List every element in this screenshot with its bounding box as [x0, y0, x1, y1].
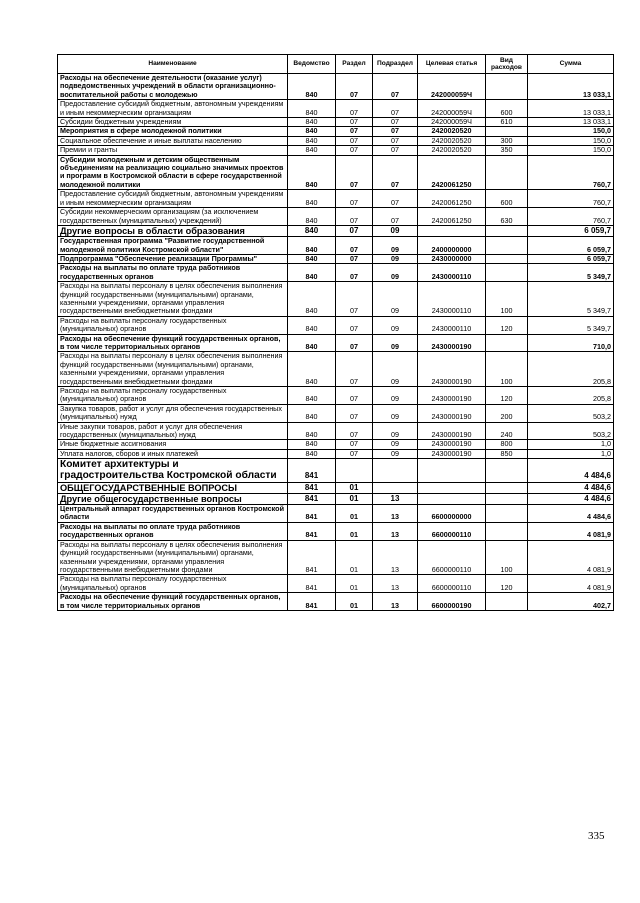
cell-department: 841	[288, 522, 336, 540]
header-name: Наименование	[58, 55, 288, 74]
cell-target: 2430000190	[418, 440, 486, 449]
cell-department: 841	[288, 505, 336, 523]
cell-target: 242000059Ч	[418, 74, 486, 100]
cell-amount: 1,0	[528, 440, 614, 449]
cell-subsection: 09	[373, 254, 418, 263]
cell-amount: 150,0	[528, 136, 614, 145]
cell-expense-type	[486, 459, 528, 482]
cell-department: 840	[288, 225, 336, 236]
cell-amount: 150,0	[528, 127, 614, 136]
cell-section: 07	[336, 316, 373, 334]
cell-subsection: 07	[373, 155, 418, 190]
cell-name: Мероприятия в сфере молодежной политики	[58, 127, 288, 136]
cell-target: 6600000000	[418, 505, 486, 523]
cell-name: Расходы на выплаты персоналу государственных (муниципальных) органов	[58, 316, 288, 334]
cell-subsection	[373, 459, 418, 482]
cell-subsection: 13	[373, 493, 418, 504]
cell-name: Субсидии некоммерческим организациям (за исключением государственных (муниципальных) учреждений)	[58, 208, 288, 226]
cell-name: Расходы на выплаты персоналу государственных (муниципальных) органов	[58, 575, 288, 593]
cell-expense-type: 600	[486, 100, 528, 118]
cell-amount: 5 349,7	[528, 316, 614, 334]
cell-amount: 4 484,6	[528, 459, 614, 482]
cell-expense-type	[486, 593, 528, 611]
cell-expense-type	[486, 254, 528, 263]
cell-subsection: 07	[373, 127, 418, 136]
cell-section: 07	[336, 440, 373, 449]
cell-target: 242000059Ч	[418, 100, 486, 118]
cell-department: 840	[288, 208, 336, 226]
cell-subsection: 13	[373, 505, 418, 523]
cell-department: 840	[288, 352, 336, 387]
header-target: Целевая статья	[418, 55, 486, 74]
cell-target	[418, 459, 486, 482]
cell-amount: 13 033,1	[528, 118, 614, 127]
cell-amount: 760,7	[528, 190, 614, 208]
cell-section: 07	[336, 237, 373, 255]
cell-subsection: 09	[373, 282, 418, 317]
cell-target	[418, 493, 486, 504]
cell-department: 840	[288, 118, 336, 127]
cell-amount: 5 349,7	[528, 264, 614, 282]
cell-name: Государственная программа "Развитие государственной молодежной политики Костромской области"	[58, 237, 288, 255]
cell-subsection: 13	[373, 575, 418, 593]
cell-name: Расходы на выплаты персоналу в целях обеспечения выполнения функций государственными (муниципальными) органами, казенными учреждениями, органами управления государственными внебюджетными фондами	[58, 540, 288, 575]
cell-target: 2430000190	[418, 422, 486, 440]
cell-name: Центральный аппарат государственных органов Костромской области	[58, 505, 288, 523]
table-row	[58, 593, 614, 611]
cell-name: Расходы на обеспечение функций государственных органов, в том числе территориальных органов	[58, 334, 288, 352]
cell-expense-type: 200	[486, 404, 528, 422]
cell-expense-type	[486, 505, 528, 523]
header-expense-type: Вид расходов	[486, 55, 528, 74]
cell-section: 07	[336, 352, 373, 387]
cell-expense-type: 240	[486, 422, 528, 440]
cell-subsection	[373, 482, 418, 493]
cell-target: 242000059Ч	[418, 118, 486, 127]
cell-department: 840	[288, 190, 336, 208]
cell-name: Уплата налогов, сборов и иных платежей	[58, 449, 288, 458]
cell-name: Субсидии молодежным и детским общественным объединениям на реализацию социально значимых проектов и программ в Костромской области в сфере государственной молодежной политики	[58, 155, 288, 190]
cell-expense-type	[486, 334, 528, 352]
cell-section: 01	[336, 505, 373, 523]
cell-department: 840	[288, 146, 336, 155]
cell-amount: 205,8	[528, 387, 614, 405]
table-row	[58, 352, 614, 387]
cell-section: 07	[336, 282, 373, 317]
cell-section: 07	[336, 225, 373, 236]
cell-section: 07	[336, 449, 373, 458]
cell-target: 2430000190	[418, 449, 486, 458]
cell-subsection: 13	[373, 593, 418, 611]
cell-target: 2430000000	[418, 254, 486, 263]
cell-amount: 6 059,7	[528, 254, 614, 263]
cell-department: 840	[288, 387, 336, 405]
cell-expense-type	[486, 522, 528, 540]
cell-subsection: 09	[373, 449, 418, 458]
cell-department: 841	[288, 593, 336, 611]
cell-department: 840	[288, 422, 336, 440]
table-row	[58, 127, 614, 136]
cell-department: 840	[288, 254, 336, 263]
cell-section: 01	[336, 575, 373, 593]
cell-department: 840	[288, 316, 336, 334]
cell-section: 07	[336, 264, 373, 282]
cell-section: 07	[336, 146, 373, 155]
cell-subsection: 07	[373, 100, 418, 118]
cell-section: 01	[336, 540, 373, 575]
cell-department: 841	[288, 493, 336, 504]
cell-amount: 503,2	[528, 404, 614, 422]
cell-expense-type	[486, 493, 528, 504]
cell-department: 840	[288, 282, 336, 317]
cell-target: 2420061250	[418, 208, 486, 226]
cell-expense-type: 120	[486, 387, 528, 405]
cell-target: 6600000110	[418, 575, 486, 593]
cell-target: 2400000000	[418, 237, 486, 255]
cell-section: 07	[336, 127, 373, 136]
cell-target: 2430000110	[418, 264, 486, 282]
cell-amount: 4 081,9	[528, 540, 614, 575]
cell-department: 840	[288, 155, 336, 190]
table-row	[58, 505, 614, 523]
table-row	[58, 404, 614, 422]
table-row	[58, 146, 614, 155]
cell-section: 07	[336, 155, 373, 190]
cell-section: 07	[336, 254, 373, 263]
table-row	[58, 190, 614, 208]
cell-amount: 205,8	[528, 352, 614, 387]
cell-expense-type	[486, 482, 528, 493]
cell-expense-type: 100	[486, 540, 528, 575]
cell-target: 2430000190	[418, 334, 486, 352]
cell-amount: 6 059,7	[528, 225, 614, 236]
cell-expense-type	[486, 155, 528, 190]
cell-subsection: 07	[373, 208, 418, 226]
cell-amount: 4 081,9	[528, 575, 614, 593]
cell-section: 07	[336, 334, 373, 352]
cell-expense-type: 100	[486, 352, 528, 387]
cell-subsection: 13	[373, 540, 418, 575]
cell-expense-type: 350	[486, 146, 528, 155]
table-row	[58, 225, 614, 236]
cell-section: 07	[336, 74, 373, 100]
cell-subsection: 07	[373, 136, 418, 145]
cell-subsection: 09	[373, 387, 418, 405]
cell-section: 01	[336, 493, 373, 504]
cell-amount: 1,0	[528, 449, 614, 458]
cell-name: Комитет архитектуры и градостроительства Костромской области	[58, 459, 288, 482]
cell-subsection: 09	[373, 237, 418, 255]
cell-name: Расходы на выплаты персоналу в целях обеспечения выполнения функций государственными (муниципальными) органами, казенными учреждениями, органами управления государственными внебюджетными фондами	[58, 282, 288, 317]
cell-department: 841	[288, 482, 336, 493]
cell-section: 01	[336, 482, 373, 493]
table-row	[58, 254, 614, 263]
cell-department: 840	[288, 100, 336, 118]
cell-target	[418, 225, 486, 236]
cell-amount: 760,7	[528, 208, 614, 226]
cell-expense-type: 120	[486, 316, 528, 334]
cell-name: Расходы на выплаты по оплате труда работников государственных органов	[58, 264, 288, 282]
page-number: 335	[588, 830, 605, 842]
cell-amount: 5 349,7	[528, 282, 614, 317]
cell-name: Расходы на выплаты персоналу государственных (муниципальных) органов	[58, 387, 288, 405]
cell-expense-type	[486, 225, 528, 236]
cell-amount: 710,0	[528, 334, 614, 352]
cell-subsection: 09	[373, 404, 418, 422]
cell-amount: 150,0	[528, 146, 614, 155]
header-department: Ведомство	[288, 55, 336, 74]
table-row	[58, 482, 614, 493]
cell-section: 07	[336, 100, 373, 118]
cell-name: Предоставление субсидий бюджетным, автономным учреждениям и иным некоммерческим организациям	[58, 190, 288, 208]
table-row	[58, 387, 614, 405]
cell-department: 840	[288, 440, 336, 449]
cell-expense-type: 610	[486, 118, 528, 127]
header-amount: Сумма	[528, 55, 614, 74]
cell-name: Подпрограмма "Обеспечение реализации Программы"	[58, 254, 288, 263]
table-row	[58, 493, 614, 504]
cell-department: 840	[288, 449, 336, 458]
cell-section: 07	[336, 208, 373, 226]
table-row	[58, 449, 614, 458]
cell-expense-type: 120	[486, 575, 528, 593]
cell-section: 07	[336, 387, 373, 405]
cell-amount: 6 059,7	[528, 237, 614, 255]
cell-subsection: 07	[373, 146, 418, 155]
cell-amount: 760,7	[528, 155, 614, 190]
cell-section: 07	[336, 422, 373, 440]
cell-expense-type	[486, 74, 528, 100]
table-row	[58, 540, 614, 575]
cell-name: Другие вопросы в области образования	[58, 225, 288, 236]
cell-subsection: 07	[373, 190, 418, 208]
cell-name: Социальное обеспечение и иные выплаты населению	[58, 136, 288, 145]
cell-department: 840	[288, 264, 336, 282]
cell-expense-type: 100	[486, 282, 528, 317]
cell-expense-type	[486, 237, 528, 255]
cell-subsection: 07	[373, 74, 418, 100]
cell-name: ОБЩЕГОСУДАРСТВЕННЫЕ ВОПРОСЫ	[58, 482, 288, 493]
cell-subsection: 07	[373, 118, 418, 127]
cell-name: Предоставление субсидий бюджетным, автономным учреждениям и иным некоммерческим организациям	[58, 100, 288, 118]
table-row	[58, 522, 614, 540]
cell-section: 01	[336, 522, 373, 540]
table-row	[58, 440, 614, 449]
cell-expense-type: 300	[486, 136, 528, 145]
cell-target: 2420020520	[418, 146, 486, 155]
table-row	[58, 155, 614, 190]
table-row	[58, 282, 614, 317]
table-row	[58, 136, 614, 145]
table-row	[58, 208, 614, 226]
table-row	[58, 118, 614, 127]
cell-amount: 4 484,6	[528, 505, 614, 523]
table-row	[58, 237, 614, 255]
cell-expense-type	[486, 127, 528, 136]
cell-section: 07	[336, 190, 373, 208]
cell-section: 01	[336, 593, 373, 611]
cell-department: 841	[288, 575, 336, 593]
cell-name: Иные бюджетные ассигнования	[58, 440, 288, 449]
cell-name: Другие общегосударственные вопросы	[58, 493, 288, 504]
cell-target: 2420020520	[418, 127, 486, 136]
cell-subsection: 09	[373, 334, 418, 352]
cell-amount: 402,7	[528, 593, 614, 611]
cell-subsection: 13	[373, 522, 418, 540]
budget-document	[57, 54, 613, 611]
cell-subsection: 09	[373, 352, 418, 387]
cell-target: 6600000110	[418, 522, 486, 540]
cell-amount: 4 484,6	[528, 493, 614, 504]
cell-name: Закупка товаров, работ и услуг для обеспечения государственных (муниципальных) нужд	[58, 404, 288, 422]
cell-amount: 503,2	[528, 422, 614, 440]
cell-target: 2430000190	[418, 352, 486, 387]
cell-department: 840	[288, 334, 336, 352]
table-row	[58, 334, 614, 352]
cell-target: 2420061250	[418, 155, 486, 190]
table-header-row	[58, 55, 614, 74]
budget-table	[57, 54, 614, 611]
cell-expense-type: 850	[486, 449, 528, 458]
cell-department: 840	[288, 74, 336, 100]
cell-department: 841	[288, 459, 336, 482]
cell-subsection: 09	[373, 264, 418, 282]
cell-amount: 13 033,1	[528, 100, 614, 118]
cell-department: 840	[288, 127, 336, 136]
header-subsection: Подраздел	[373, 55, 418, 74]
cell-amount: 4 484,6	[528, 482, 614, 493]
table-row	[58, 74, 614, 100]
table-row	[58, 459, 614, 482]
cell-target: 2420061250	[418, 190, 486, 208]
table-row	[58, 316, 614, 334]
cell-name: Иные закупки товаров, работ и услуг для обеспечения государственных (муниципальных) нужд	[58, 422, 288, 440]
cell-expense-type: 600	[486, 190, 528, 208]
table-row	[58, 264, 614, 282]
cell-target: 2430000190	[418, 404, 486, 422]
cell-expense-type: 800	[486, 440, 528, 449]
cell-section	[336, 459, 373, 482]
table-row	[58, 575, 614, 593]
cell-subsection: 09	[373, 225, 418, 236]
table-row	[58, 100, 614, 118]
cell-target: 2430000110	[418, 316, 486, 334]
cell-section: 07	[336, 118, 373, 127]
cell-target: 2430000110	[418, 282, 486, 317]
cell-name: Субсидии бюджетным учреждениям	[58, 118, 288, 127]
cell-name: Расходы на выплаты по оплате труда работников государственных органов	[58, 522, 288, 540]
cell-department: 840	[288, 136, 336, 145]
cell-target: 6600000110	[418, 540, 486, 575]
cell-name: Расходы на выплаты персоналу в целях обеспечения выполнения функций государственными (муниципальными) органами, казенными учреждениями, органами управления государственными внебюджетными фондами	[58, 352, 288, 387]
cell-subsection: 09	[373, 422, 418, 440]
cell-expense-type	[486, 264, 528, 282]
cell-department: 840	[288, 404, 336, 422]
cell-name: Расходы на обеспечение деятельности (оказание услуг) подведомственных учреждений в области организационно-воспитательной работы с молодежью	[58, 74, 288, 100]
cell-amount: 13 033,1	[528, 74, 614, 100]
cell-section: 07	[336, 136, 373, 145]
cell-name: Премии и гранты	[58, 146, 288, 155]
cell-expense-type: 630	[486, 208, 528, 226]
cell-section: 07	[336, 404, 373, 422]
header-section: Раздел	[336, 55, 373, 74]
cell-target: 2430000190	[418, 387, 486, 405]
cell-subsection: 09	[373, 440, 418, 449]
cell-amount: 4 081,9	[528, 522, 614, 540]
cell-target	[418, 482, 486, 493]
cell-subsection: 09	[373, 316, 418, 334]
cell-target: 2420020520	[418, 136, 486, 145]
cell-department: 840	[288, 237, 336, 255]
cell-name: Расходы на обеспечение функций государственных органов, в том числе территориальных органов	[58, 593, 288, 611]
cell-department: 841	[288, 540, 336, 575]
table-row	[58, 422, 614, 440]
cell-target: 6600000190	[418, 593, 486, 611]
